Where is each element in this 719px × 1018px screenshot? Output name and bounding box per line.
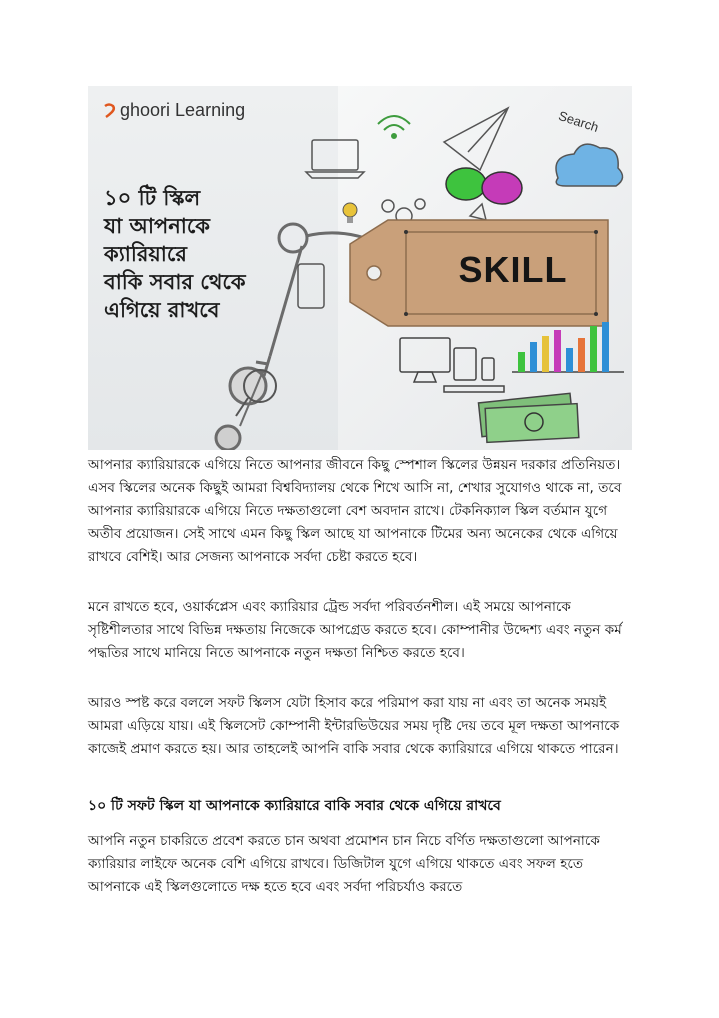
logo-text: ghoori Learning [120, 100, 246, 120]
paragraph-text: আপনার ক্যারিয়ারকে এগিয়ে নিতে আপনার জীবনে কিছু স্পেশাল স্কিলের উন্নয়ন দরকার প্রতিনিয়ত। এসব স্কিলের অনেক কিছুই আমরা বিশ্ববিদ্যালয় থেকে শিখে আসি না, শেখার সুযোগও থাকে না, তবে আপনার ক্যারিয়ারকে এগিয়ে নিতে দক্ষতাগুলো বেশ অবদান রাখে। টেকনিক্যাল স্কিল বর্তমান যুগে অতীব প্রয়োজন। সেই সাথে এমন কিছু স্কিল আছে যা আপনাকে টিমের অন্য অনেকের থেকে এগিয়ে রাখবে বেশিই। আর সেজন্য আপনাকে সর্বদা চেষ্টা করতে হবে। [88, 457, 622, 565]
bar-chart-icon [512, 322, 624, 372]
paragraph-text: মনে রাখতে হবে, ওয়ার্কপ্লেস এবং ক্যারিয়ার ট্রেন্ড সর্বদা পরিবর্তনশীল। এই সময়ে আপনাকে সৃষ্টিশীলতার সাথে বিভিন্ন দক্ষতায় নিজেকে আপগ্রেড করতে হবে। কোম্পানীর উদ্দেশ্য এবং নতুন কর্ম পদ্ধতির সাথে মানিয়ে নিতে আপনাকে নতুন দক্ষতা নিশ্চিত করতে হবে। [88, 599, 622, 661]
speech-bubble-icon [446, 168, 522, 204]
article-paragraph [88, 692, 638, 761]
banner-heading-line: এগিয়ে রাখবে [104, 298, 220, 322]
devices-icon [400, 338, 504, 392]
article-paragraph [88, 596, 638, 665]
money-icon [478, 393, 578, 442]
rocket-icon [470, 204, 486, 220]
banner-heading-line: ক্যারিয়ারে [104, 242, 187, 266]
hero-banner [88, 86, 632, 450]
paragraph-text: আপনি নতুন চাকরিতে প্রবেশ করতে চান অথবা প্রমোশন চান নিচে বর্ণিত দক্ষতাগুলো আপনাকে ক্যারিয়ার লাইফে অনেক বেশি এগিয়ে রাখবে। ডিজিটাল যুগে এগিয়ে থাকতে এবং সফল হতে আপনাকে এই স্কিলগুলোতে দক্ষ হতে হবে এবং সর্বদা পরিচর্যাও করতে [88, 833, 600, 895]
logo-mark-icon [102, 103, 116, 119]
banner-heading [104, 184, 334, 324]
banner-heading-line: বাকি সবার থেকে [104, 270, 246, 294]
paper-plane-icon [444, 108, 508, 170]
skill-tag-word: SKILL [458, 249, 568, 290]
article-paragraph [88, 454, 638, 569]
article-paragraph [88, 830, 638, 899]
search-label: Search [556, 108, 601, 135]
banner-heading-line: যা আপনাকে [104, 214, 211, 238]
ghoori-learning-logo [102, 100, 245, 121]
section-heading: ১০ টি সফট স্কিল যা আপনাকে ক্যারিয়ারে বাকি সবার থেকে এগিয়ে রাখবে [88, 798, 501, 814]
wifi-icon [378, 116, 410, 138]
paragraph-text: আরও স্পষ্ট করে বললে সফট স্কিলস যেটা হিসাব করে পরিমাপ করা যায় না এবং তা অনেক সময়ই আমরা এড়িয়ে যায়। এই স্কিলসেট কোম্পানী ইন্টারভিউয়ের সময় দৃষ্টি দেয় তবে মূল দক্ষতা আপনাকে কাজেই প্রমাণ করতে হয়। আর তাহলেই আপনি বাকি সবার থেকে ক্যারিয়ারে এগিয়ে থাকতে পারেন। [88, 695, 620, 757]
cloud-icon [556, 144, 623, 186]
banner-heading-line: ১০ টি স্কিল [104, 186, 201, 210]
lightbulb-icon [343, 203, 357, 223]
laptop-icon [306, 140, 364, 178]
